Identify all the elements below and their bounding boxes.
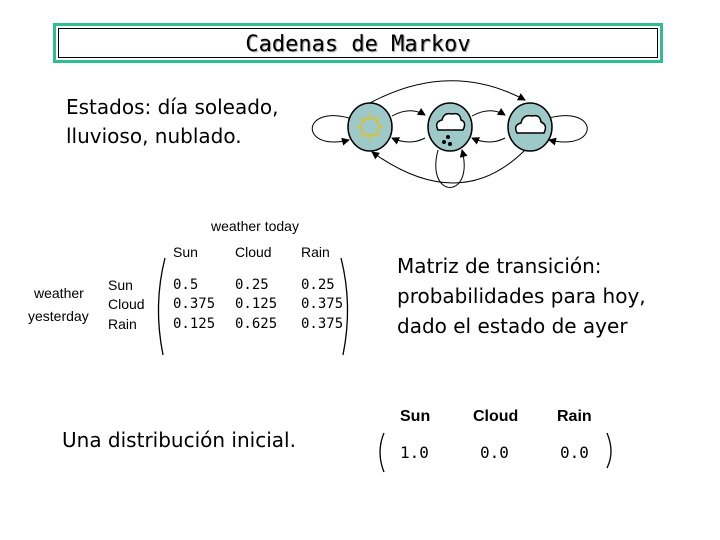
initial-col-header-sun: Sun	[400, 408, 431, 425]
matrix-cell: 0.375	[301, 316, 344, 332]
row-header-sun: Sun	[108, 277, 133, 293]
col-header-cloud: Cloud	[235, 244, 272, 260]
loop-rain	[549, 116, 587, 142]
col-header-rain: Rain	[301, 244, 330, 260]
col-header-sun: Sun	[173, 244, 198, 260]
transition-matrix-description	[397, 251, 646, 341]
matrix-cell: 0.375	[173, 296, 216, 312]
weather-yesterday-label-2: yesterday	[28, 308, 89, 324]
arrow-rain-to-cloud	[472, 138, 505, 142]
loop-sun	[312, 116, 349, 142]
arrow-rain-to-sun	[372, 150, 525, 183]
matrix-cell: 0.25	[235, 277, 269, 293]
states-line-1: Estados: día soleado,	[66, 95, 279, 119]
transition-matrix-left-bracket	[158, 258, 165, 355]
arrow-cloud-to-rain	[472, 111, 505, 116]
matrix-cell: 0.375	[301, 296, 344, 312]
matrix-cell: 0.5	[173, 277, 199, 293]
matrix-cell: 0.125	[235, 296, 278, 312]
matrix-desc-line-2: probabilidades para hoy,	[397, 284, 646, 308]
loop-cloud	[436, 150, 464, 188]
arrow-cloud-to-sun	[392, 138, 425, 142]
matrix-cell: 0.125	[173, 316, 216, 332]
weather-today-label: weather today	[211, 218, 299, 234]
page-title: Cadenas de Markov	[245, 32, 471, 57]
initial-col-header-cloud: Cloud	[473, 408, 519, 425]
weather-yesterday-label-1: weather	[34, 285, 84, 301]
matrix-desc-line-1: Matriz de transición:	[397, 254, 602, 278]
initial-vector-right-bracket	[607, 433, 611, 468]
initial-value-cloud: 0.0	[480, 443, 509, 462]
states-line-2: lluvioso, nublado.	[66, 124, 242, 148]
initial-vector-left-bracket	[380, 433, 384, 472]
initial-value-rain: 0.0	[560, 443, 589, 462]
row-header-cloud: Cloud	[108, 296, 145, 312]
initial-distribution-label: Una distribución inicial.	[62, 428, 296, 452]
state-node-sun	[348, 103, 392, 151]
arrow-sun-to-rain	[370, 81, 525, 103]
arrow-sun-to-cloud	[392, 111, 425, 116]
matrix-cell: 0.625	[235, 316, 278, 332]
initial-value-sun: 1.0	[400, 443, 429, 462]
row-header-rain: Rain	[108, 316, 137, 332]
matrix-desc-line-3: dado el estado de ayer	[397, 314, 628, 338]
initial-col-header-rain: Rain	[557, 408, 592, 425]
matrix-cell: 0.25	[301, 277, 335, 293]
